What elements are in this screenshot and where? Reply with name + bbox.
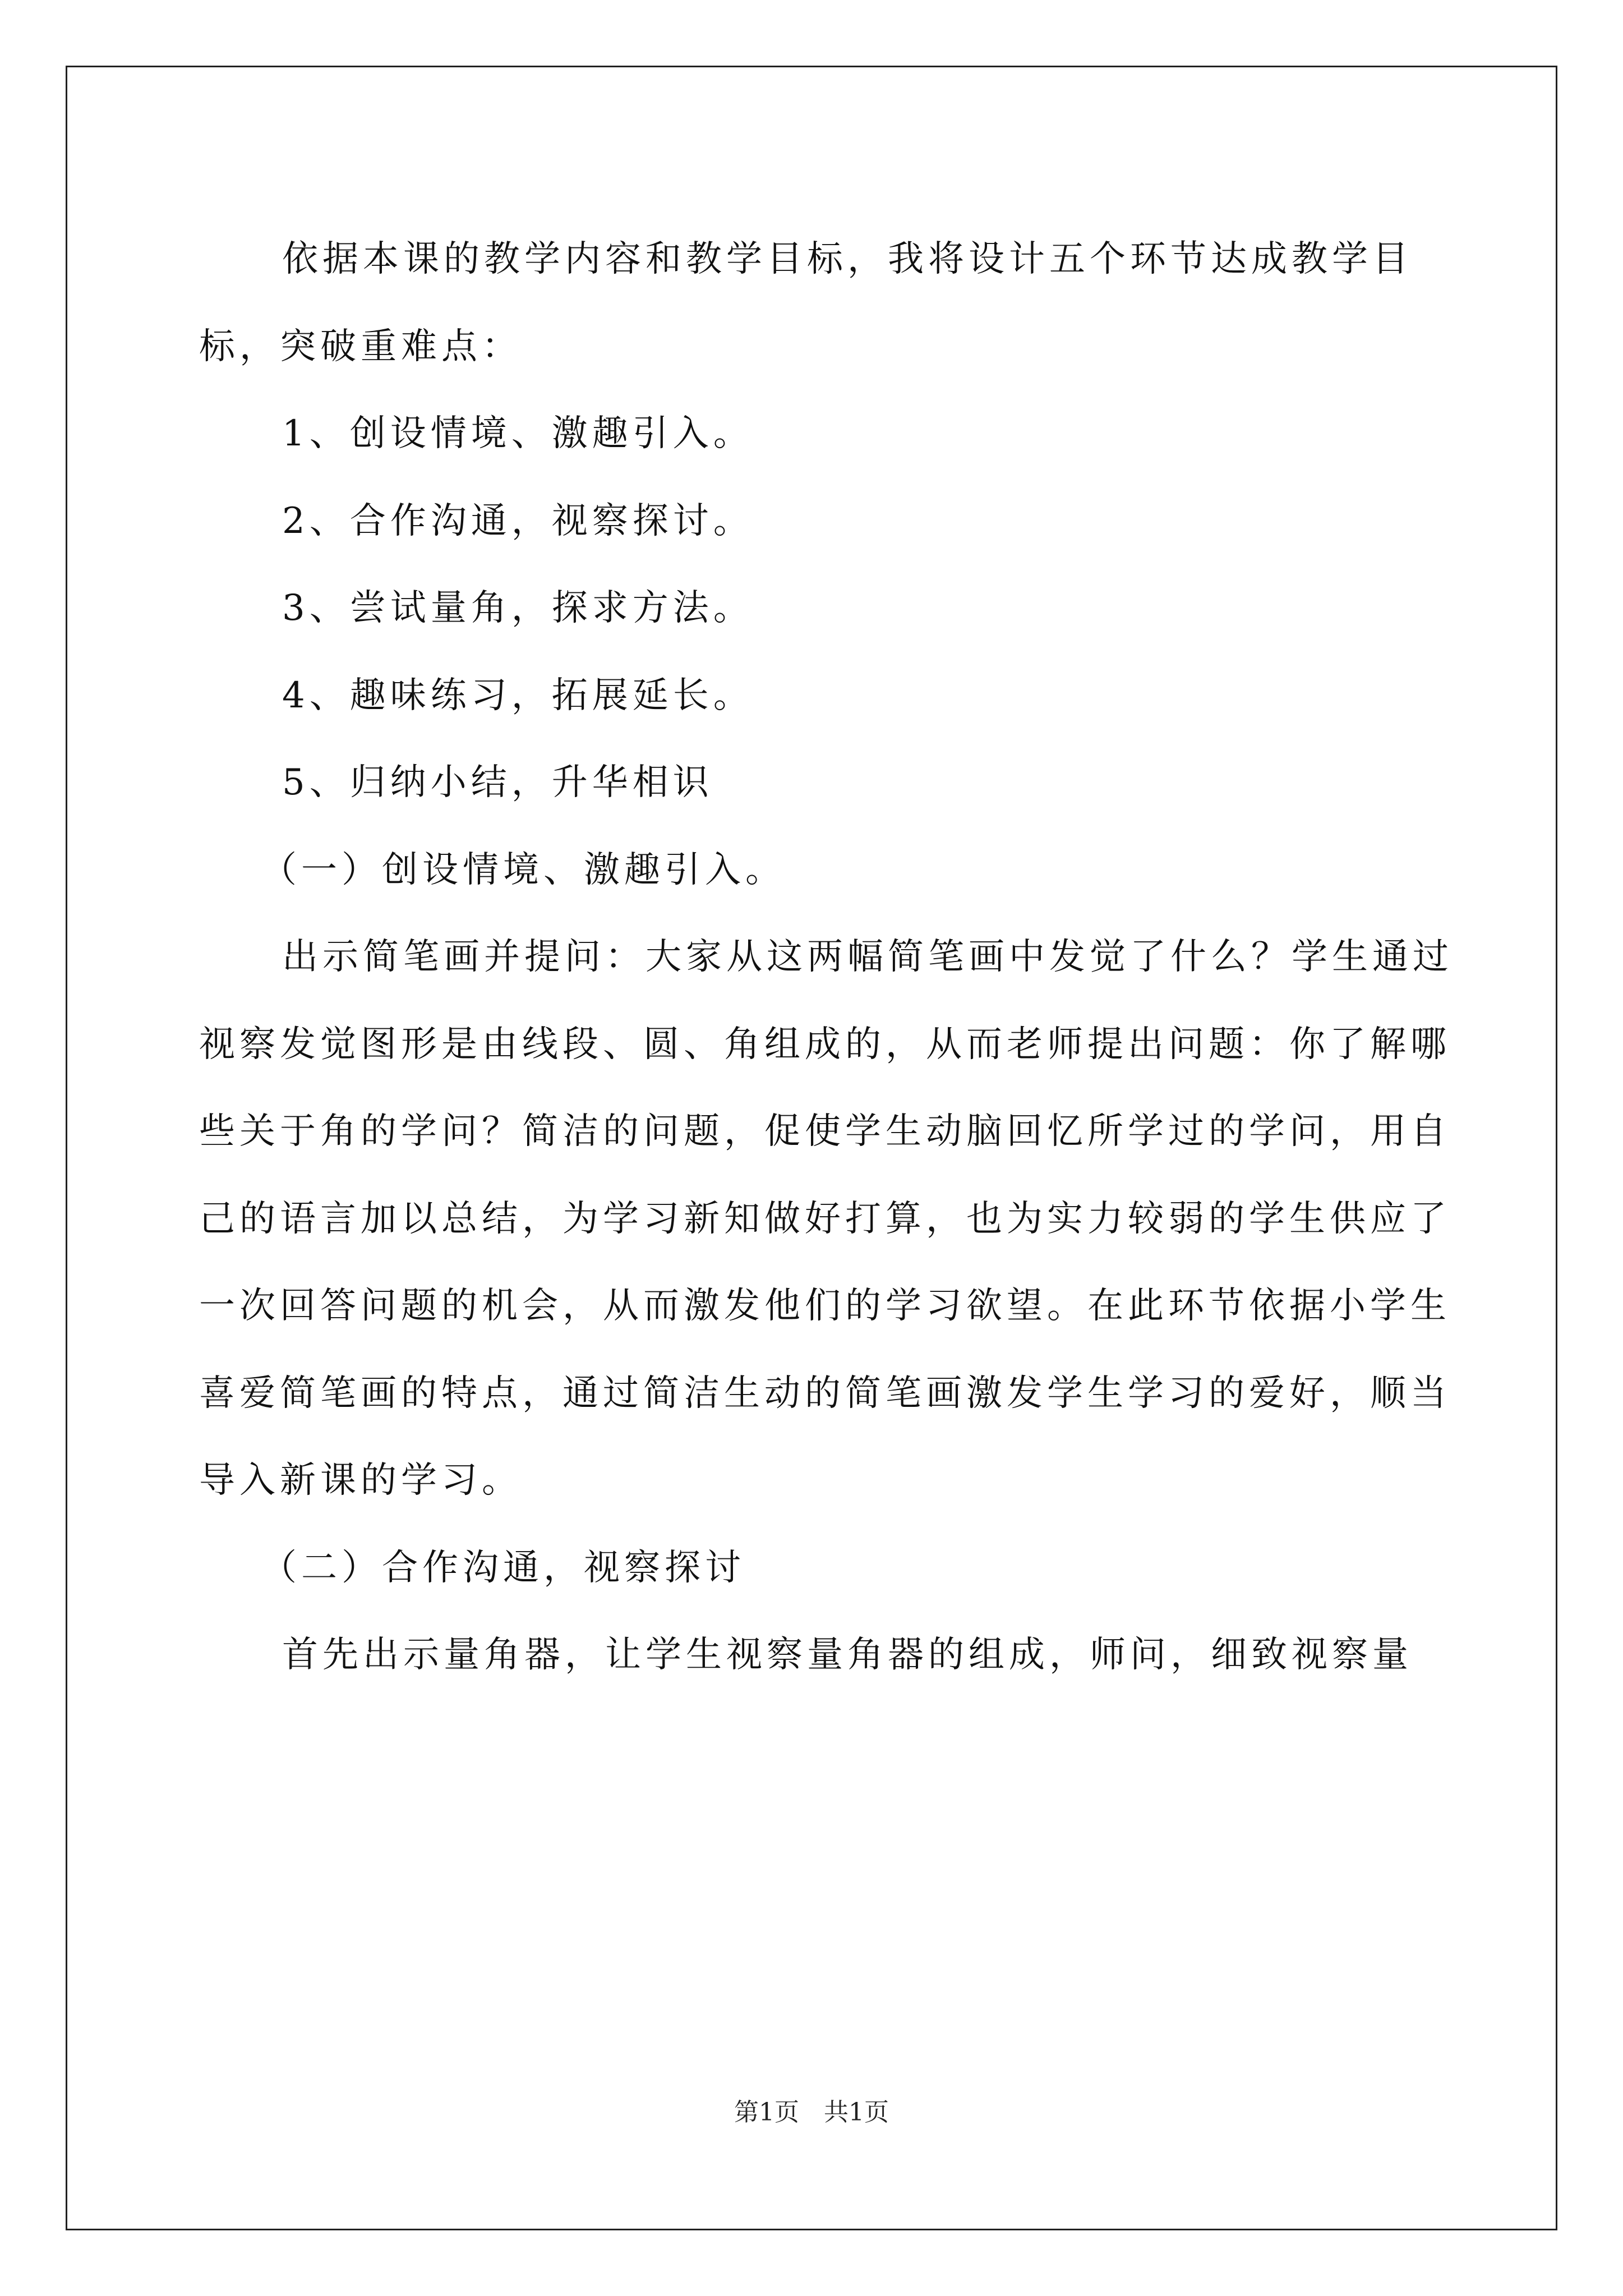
step-2-item: 2、合作沟通，视察探讨。 [282, 500, 754, 542]
step-5-item: 5、归纳小结，升华相识 [282, 762, 713, 803]
section-1-heading: （一）创设情境、激趣引入。 [261, 849, 786, 891]
document-body [199, 216, 1483, 1699]
step-1-item: 1、创设情境、激趣引入。 [282, 413, 754, 454]
section-2-paragraph: 首先出示量角器，让学生视察量角器的组成，师问，细致视察量 [282, 1634, 1413, 1676]
section-1-paragraph: 出示简笔画并提问：大家从这两幅简笔画中发觉了什么？学生通过视察发觉图形是由线段、圆、角组成的，从而老师提出问题：你了解哪些关于角的学问？简洁的问题，促使学生动脑回忆所学过的学问，用自己的语言加以总结，为学习新知做好打算，也为实力较弱的学生供应了一次回答问题的机会，从而激发他们的学习欲望。在此环节依据小学生喜爱简笔画的特点，通过简洁生动的简笔画激发学生学习的爱好，顺当导入新课的学习。 [199, 936, 1453, 1501]
step-3-item: 3、尝试量角，探求方法。 [282, 587, 754, 629]
intro-paragraph: 依据本课的教学内容和教学目标，我将设计五个环节达成教学目标，突破重难点： [199, 238, 1413, 367]
page-number-footer: 第1页 共1页 [734, 2098, 889, 2127]
step-4-item: 4、趣味练习，拓展延长。 [282, 674, 754, 716]
section-2-heading: （二）合作沟通，视察探讨 [261, 1547, 745, 1589]
